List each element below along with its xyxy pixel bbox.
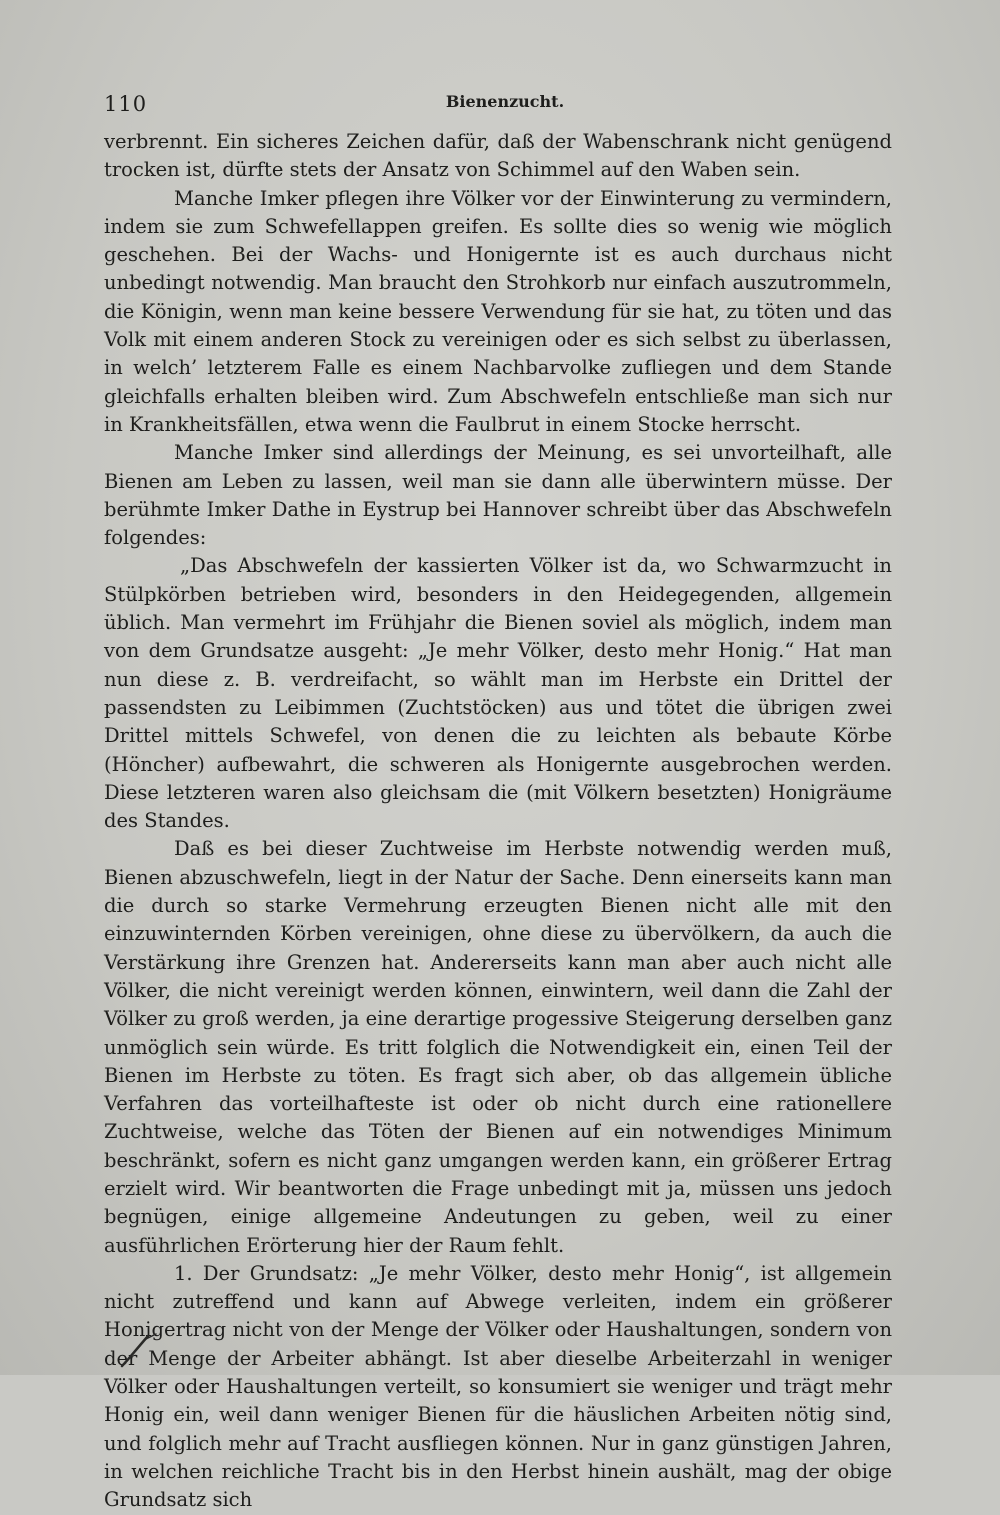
- quoted-paragraph: „Das Abschwefeln der kassierten Völker ist da, wo Schwarmzucht in Stülpkörben betrieben wird, besonders in den Heidegegenden, allgemein üblich. Man vermehrt im Frühjahr die Bienen soviel als möglich, indem man von dem Grundsatze ausgeht: „Je mehr Völker, desto mehr Honig.“ Hat man nun diese z. B. verdreifacht, so wählt man im Herbste ein Drittel der passendsten zu Leibimmen (Zuchtstöcken) aus und tötet die übrigen zwei Drittel mittels Schwefel, von denen die zu leichten als bebaute Körbe (Höncher) aufbewahrt, die schweren als Honigernte ausgebrochen werden. Diese letzteren waren also gleichsam die (mit Völkern besetzten) Honigräume des Standes.: [104, 554, 892, 833]
- paragraph: Manche Imker pflegen ihre Völker vor der Einwinterung zu vermindern, indem sie zum Schwefellappen greifen. Es sollte dies so wenig wie möglich geschehen. Bei der Wachs- und Honigernte ist es auch durchaus nicht unbedingt notwendig. Man braucht den Strohkorb nur einfach auszutrommeln, die Königin, wenn man keine bessere Verwendung für sie hat, zu töten und das Volk mit einem anderen Stock zu vereinigen oder es sich selbst zu überlassen, in welch’ letzterem Falle es einem Nachbarvolke zufliegen und dem Stande gleichfalls erhalten bleiben wird. Zum Abschwefeln entschließe man sich nur in Krankheitsfällen, etwa wenn die Faulbrut in einem Stocke herrscht.: [104, 186, 892, 436]
- paragraph: Manche Imker sind allerdings der Meinung, es sei unvorteilhaft, alle Bienen am Leben zu lassen, weil man sie dann alle überwintern müsse. Der berühmte Imker Dathe in Eystrup bei Hannover schreibt über das Abschwefeln folgendes:: [104, 441, 892, 550]
- body-text: [104, 128, 892, 1515]
- page-number: 110: [104, 92, 148, 116]
- paragraph-continued: verbrennt. Ein sicheres Zeichen dafür, daß der Wabenschrank nicht genügend trocken ist, dürfte stets der Ansatz von Schimmel auf den Waben sein.: [104, 130, 892, 182]
- numbered-paragraph: 1. Der Grundsatz: „Je mehr Völker, desto mehr Honig“, ist allgemein nicht zutreffend und kann auf Abwege verleiten, indem ein größerer Honigertrag nicht von der Menge der Völker oder Haushaltungen, sondern von der Menge der Arbeiter abhängt. Ist aber dieselbe Arbeiterzahl in weniger Völker oder Haushaltungen verteilt, so konsumiert sie weniger und trägt mehr Honig ein, weil dann weniger Bienen für die häuslichen Arbeiten nötig sind, und folglich mehr auf Tracht ausfliegen können. Nur in ganz günstigen Jahren, in welchen reichliche Tracht bis in den Herbst hinein aushält, mag der obige Grundsatz sich: [104, 1261, 892, 1512]
- pen-mark-icon: [118, 1330, 160, 1370]
- running-title: Bienenzucht.: [445, 92, 565, 111]
- paragraph: Daß es bei dieser Zuchtweise im Herbste notwendig werden muß, Bienen abzuschwefeln, liegt in der Natur der Sache. Denn einerseits kann man die durch so starke Vermehrung erzeugten Bienen nicht alle mit den einzuwinternden Körben vereinigen, ohne diese zu übervölkern, da auch die Verstärkung ihre Grenzen hat. Andererseits kann man aber auch nicht alle Völker, die nicht vereinigt werden können, einwintern, weil dann die Zahl der Völker zu groß werden, ja eine derartige progessive Steigerung derselben ganz unmöglich sein würde. Es tritt folglich die Notwendigkeit ein, einen Teil der Bienen im Herbste zu töten. Es fragt sich aber, ob das allgemein übliche Verfahren das vorteilhafteste ist oder ob nicht durch eine rationellere Zuchtweise, welche das Töten der Bienen auf ein notwendiges Minimum beschränkt, sofern es nicht ganz umgangen werden kann, ein größerer Ertrag erzielt wird. Wir beantworten die Frage unbedingt mit ja, müssen uns jedoch begnügen, einige allgemeine Andeutungen zu geben, weil zu einer ausführlichen Erörterung hier der Raum fehlt.: [104, 837, 892, 1257]
